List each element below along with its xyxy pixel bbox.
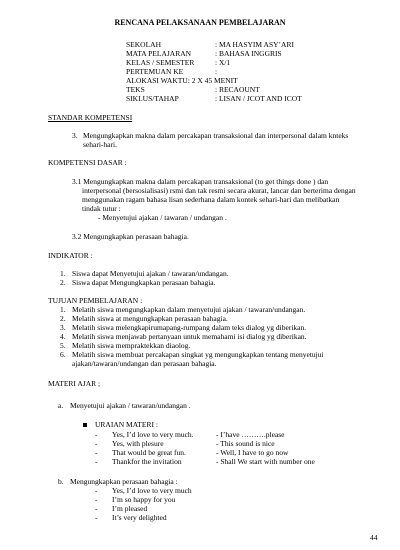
materi-b-item-3: I’m pleased (112, 504, 148, 513)
info-value-mapel: : BAHASA INGGRIS (215, 49, 282, 58)
info-label-alokasi: ALOKASI WAKTU: 2 X 45 MENIT (126, 76, 238, 85)
info-value-sekolah: : MA HASYIM ASY’ARI (215, 40, 294, 49)
materi-a-text: Menyetujui ajakan / tawaran/undangan . (70, 401, 191, 410)
indikator-num-2: 2. (60, 278, 66, 287)
kd-line-3-2: 3.2 Mengungkapkan perasaan bahagia. (72, 232, 189, 241)
dash-2: - (95, 439, 98, 448)
materi-heading: MATERI AJAR ; (48, 379, 101, 388)
page-title: RENCANA PELAKSANAAN PEMBELAJARAN (114, 18, 286, 27)
uraian-left-4: Thankfor the invitation (112, 457, 182, 466)
uraian-left-1: Yes, I’d love to very much. (112, 430, 194, 439)
tujuan-item-3: Melatih siswa melengkapirumapang-rumpang dalam teks dialog yg diberikan. (72, 323, 307, 332)
info-value-pertemuan: : (215, 67, 218, 76)
sk-line-2: sehari-hari. (83, 140, 117, 149)
materi-b-item-1: Yes, I’d love to very much (112, 486, 192, 495)
info-label-pertemuan: PERTEMUAN KE (126, 67, 184, 76)
sk-line-1: Mengungkapkan makna dalam percakapan transaksional dan interpersonal dalam knteks (83, 131, 349, 140)
tujuan-item-6: Melatih siswa membuat percakapan singkat yg mengungkapkan tentang menyetujui (72, 350, 324, 359)
dash-4: - (95, 457, 98, 466)
materi-b-text: Mengungkapkan perasaan bahagia : (70, 477, 178, 486)
dash-b-1: - (95, 486, 98, 495)
uraian-right-1: - I’have ……….please (216, 430, 285, 439)
tujuan-item-2: Melatih siswa at mengungkapkan perasaan bahagia. (72, 314, 228, 323)
indikator-num-1: 1. (60, 269, 66, 278)
info-value-kelas: : X/1 (215, 58, 231, 67)
indikator-heading: INDIKATOR : (48, 251, 93, 260)
tujuan-item-1: Melatih siswa mengungkapkan dalam menyetujui ajakan / tawaran/undangan. (72, 305, 306, 314)
tujuan-item-6-cont: ajakan/tawaran/undangan dan perasaan bahagia. (72, 359, 217, 368)
tujuan-num-1: 1. (60, 305, 66, 314)
tujuan-item-5: Melatih siswa mempraktekkan diaolog. (72, 341, 191, 350)
sk-heading: STANDAR KOMPETENSI (48, 113, 133, 122)
uraian-right-3: - Well, I have to go now (216, 448, 289, 457)
info-value-siklus: : LISAN / JCOT AND ICOT (215, 94, 302, 103)
uraian-left-2: Yes, with plesure (112, 439, 164, 448)
tujuan-num-2: 2. (60, 314, 66, 323)
dash-1: - (95, 430, 98, 439)
materi-a-label: a. (58, 401, 64, 410)
kd-line-4: tindak tutur : (82, 204, 121, 213)
materi-b-item-4: It’s very delighted (112, 513, 167, 522)
tujuan-item-4: Melatih siswa menjawab pertanyaan untuk memahami isi dialog yg diberikan. (72, 332, 307, 341)
square-bullet-icon (83, 423, 87, 427)
uraian-left-3: That would be great fun. (112, 448, 186, 457)
uraian-right-4: - Shall We start with number one (216, 457, 315, 466)
tujuan-heading: TUJUAN PEMBELAJARAN : (48, 296, 143, 305)
sk-number: 3. (72, 131, 78, 140)
tujuan-num-4: 4. (60, 332, 66, 341)
tujuan-num-5: 5. (60, 341, 66, 350)
indikator-item-1: Siswa dapat Menyetujui ajakan / tawaran/undangan. (72, 269, 229, 278)
kd-heading: KOMPETENSI DASAR : (48, 158, 127, 167)
tujuan-num-3: 3. (60, 323, 66, 332)
materi-b-label: b. (58, 477, 64, 486)
kd-line-2: interpersonal (bersosialisasi) rsmi dan tak resmi secara akurat, lancar dan berterima dengan (82, 186, 356, 195)
info-label-teks: TEKS (126, 85, 145, 94)
kd-line-3: menggunakan ragam bahasa lisan sederhana dalam kontek sehari-hari dan melibatkan (82, 195, 340, 204)
kd-line-1: 3.1 Mengungkapkan makna dalam percakapan transaksional (to get things done ) dan (72, 177, 329, 186)
info-label-sekolah: SEKOLAH (126, 40, 161, 49)
dash-b-3: - (95, 504, 98, 513)
dash-3: - (95, 448, 98, 457)
indikator-item-2: Siswa dapat Mengungkapkan perasaan bahagia. (72, 278, 216, 287)
dash-b-4: - (95, 513, 98, 522)
info-label-siklus: SIKLUS/TAHAP (126, 94, 179, 103)
page-number: 44 (370, 533, 378, 542)
tujuan-num-6: 6. (60, 350, 66, 359)
uraian-right-2: - This sound is nice (216, 439, 275, 448)
info-label-kelas: KELAS / SEMESTER (126, 58, 195, 67)
uraian-heading: URAIAN MATERI : (95, 420, 158, 429)
info-value-teks: : RECAOUNT (215, 85, 260, 94)
dash-b-2: - (95, 495, 98, 504)
kd-sub-item: - Menyetujui ajakan / tawaran / undangan . (98, 213, 227, 222)
materi-b-item-2: I’m so happy for you (112, 495, 176, 504)
info-label-mapel: MATA PELAJARAN (126, 49, 192, 58)
